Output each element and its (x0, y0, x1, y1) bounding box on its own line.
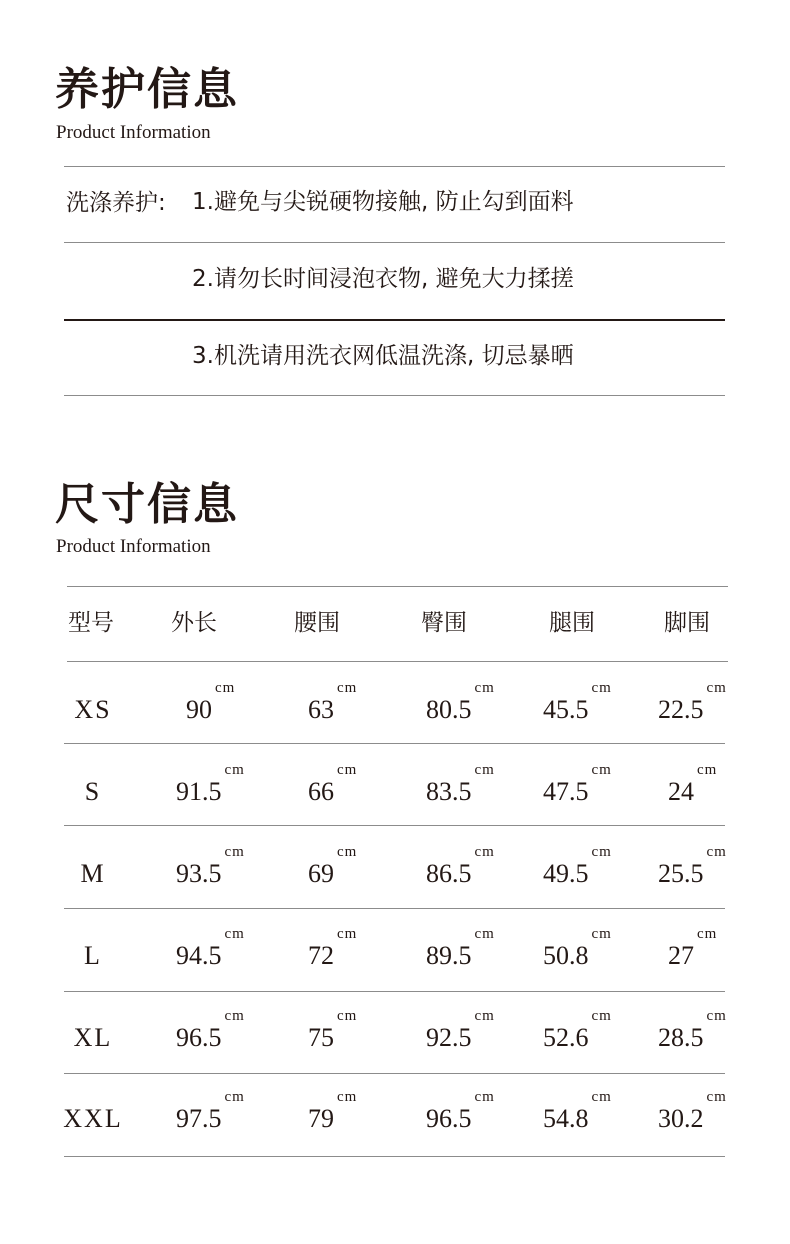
measurement-value: 54.8 (543, 1104, 589, 1133)
measurement-cell (543, 1008, 612, 1052)
divider (67, 661, 728, 662)
unit-label: cm (224, 926, 245, 942)
unit-label: cm (337, 762, 358, 778)
measurement-cell (176, 926, 245, 970)
divider (64, 319, 725, 321)
header-hem: 脚围 (664, 610, 710, 636)
unit-label: cm (591, 926, 612, 942)
measurement-cell (176, 1089, 245, 1133)
measurement-cell (543, 762, 612, 806)
measurement-value: 47.5 (543, 777, 589, 806)
measurement-cell (426, 844, 495, 888)
measurement-value: 86.5 (426, 859, 472, 888)
unit-label: cm (224, 762, 245, 778)
measurement-cell (426, 762, 495, 806)
unit-label: cm (474, 1008, 495, 1024)
measurement-cell (308, 680, 358, 724)
measurement-value: 50.8 (543, 941, 589, 970)
measurement-value: 63 (308, 695, 334, 724)
header-thigh: 腿围 (549, 610, 595, 636)
unit-label: cm (337, 926, 358, 942)
unit-label: cm (591, 762, 612, 778)
measurement-value: 45.5 (543, 695, 589, 724)
care-title: 养护信息 (55, 64, 239, 115)
measurement-cell (308, 1008, 358, 1052)
unit-label: cm (697, 926, 718, 942)
measurement-cell (658, 844, 727, 888)
header-waist: 腰围 (294, 610, 340, 636)
measurement-value: 66 (308, 777, 334, 806)
unit-label: cm (474, 762, 495, 778)
unit-label: cm (474, 1089, 495, 1105)
divider (64, 166, 725, 167)
measurement-cell (308, 926, 358, 970)
measurement-cell (543, 680, 612, 724)
care-item-3: 3.机洗请用洗衣网低温洗涤, 切忌暴晒 (192, 343, 574, 369)
unit-label: cm (337, 1008, 358, 1024)
size-label: XS (74, 695, 112, 724)
measurement-value: 69 (308, 859, 334, 888)
measurement-value: 92.5 (426, 1023, 472, 1052)
size-label: L (84, 941, 102, 970)
header-hip: 臀围 (421, 610, 467, 636)
divider (64, 242, 725, 243)
measurement-cell (658, 680, 727, 724)
divider (64, 991, 725, 992)
unit-label: cm (706, 680, 727, 696)
divider (64, 1156, 725, 1157)
unit-label: cm (337, 680, 358, 696)
header-length: 外长 (171, 610, 217, 636)
size-subtitle: Product Information (56, 536, 211, 557)
table-top-border (67, 586, 728, 587)
measurement-value: 91.5 (176, 777, 222, 806)
unit-label: cm (224, 844, 245, 860)
measurement-value: 22.5 (658, 695, 704, 724)
measurement-cell (176, 844, 245, 888)
unit-label: cm (224, 1089, 245, 1105)
measurement-value: 96.5 (176, 1023, 222, 1052)
care-label: 洗涤养护: (66, 190, 166, 216)
unit-label: cm (591, 1089, 612, 1105)
measurement-cell (426, 926, 495, 970)
unit-label: cm (474, 680, 495, 696)
unit-label: cm (337, 1089, 358, 1105)
measurement-value: 79 (308, 1104, 334, 1133)
measurement-cell (426, 1089, 495, 1133)
measurement-value: 49.5 (543, 859, 589, 888)
size-label: XL (73, 1023, 113, 1052)
measurement-value: 89.5 (426, 941, 472, 970)
measurement-cell (543, 1089, 612, 1133)
unit-label: cm (224, 1008, 245, 1024)
measurement-cell (668, 762, 718, 806)
measurement-value: 94.5 (176, 941, 222, 970)
measurement-value: 96.5 (426, 1104, 472, 1133)
divider (64, 825, 725, 826)
measurement-value: 80.5 (426, 695, 472, 724)
size-label: M (80, 859, 106, 888)
measurement-value: 28.5 (658, 1023, 704, 1052)
unit-label: cm (337, 844, 358, 860)
care-subtitle: Product Information (56, 122, 211, 143)
measurement-cell (308, 1089, 358, 1133)
measurement-value: 52.6 (543, 1023, 589, 1052)
measurement-value: 83.5 (426, 777, 472, 806)
unit-label: cm (474, 844, 495, 860)
unit-label: cm (697, 762, 718, 778)
measurement-value: 72 (308, 941, 334, 970)
measurement-cell (668, 926, 718, 970)
divider (64, 908, 725, 909)
measurement-value: 97.5 (176, 1104, 222, 1133)
divider (64, 1073, 725, 1074)
measurement-cell (176, 1008, 245, 1052)
measurement-value: 30.2 (658, 1104, 704, 1133)
measurement-cell (308, 844, 358, 888)
measurement-cell (543, 926, 612, 970)
measurement-value: 75 (308, 1023, 334, 1052)
unit-label: cm (591, 680, 612, 696)
measurement-cell (543, 844, 612, 888)
measurement-value: 93.5 (176, 859, 222, 888)
measurement-cell (176, 762, 245, 806)
measurement-value: 27 (668, 941, 694, 970)
unit-label: cm (215, 680, 236, 696)
unit-label: cm (591, 1008, 612, 1024)
measurement-cell (658, 1089, 727, 1133)
care-item-1: 1.避免与尖锐硬物接触, 防止勾到面料 (192, 189, 574, 215)
unit-label: cm (591, 844, 612, 860)
size-label: XXL (63, 1104, 123, 1133)
header-size: 型号 (68, 610, 114, 636)
divider (64, 395, 725, 396)
measurement-cell (308, 762, 358, 806)
divider (64, 743, 725, 744)
unit-label: cm (706, 1008, 727, 1024)
unit-label: cm (706, 844, 727, 860)
measurement-cell (186, 680, 236, 724)
measurement-cell (658, 1008, 727, 1052)
care-item-2: 2.请勿长时间浸泡衣物, 避免大力揉搓 (192, 266, 574, 292)
measurement-value: 25.5 (658, 859, 704, 888)
measurement-cell (426, 1008, 495, 1052)
unit-label: cm (706, 1089, 727, 1105)
size-title: 尺寸信息 (55, 479, 239, 530)
measurement-value: 24 (668, 777, 694, 806)
size-label: S (84, 777, 102, 806)
measurement-cell (426, 680, 495, 724)
measurement-value: 90 (186, 695, 212, 724)
unit-label: cm (474, 926, 495, 942)
